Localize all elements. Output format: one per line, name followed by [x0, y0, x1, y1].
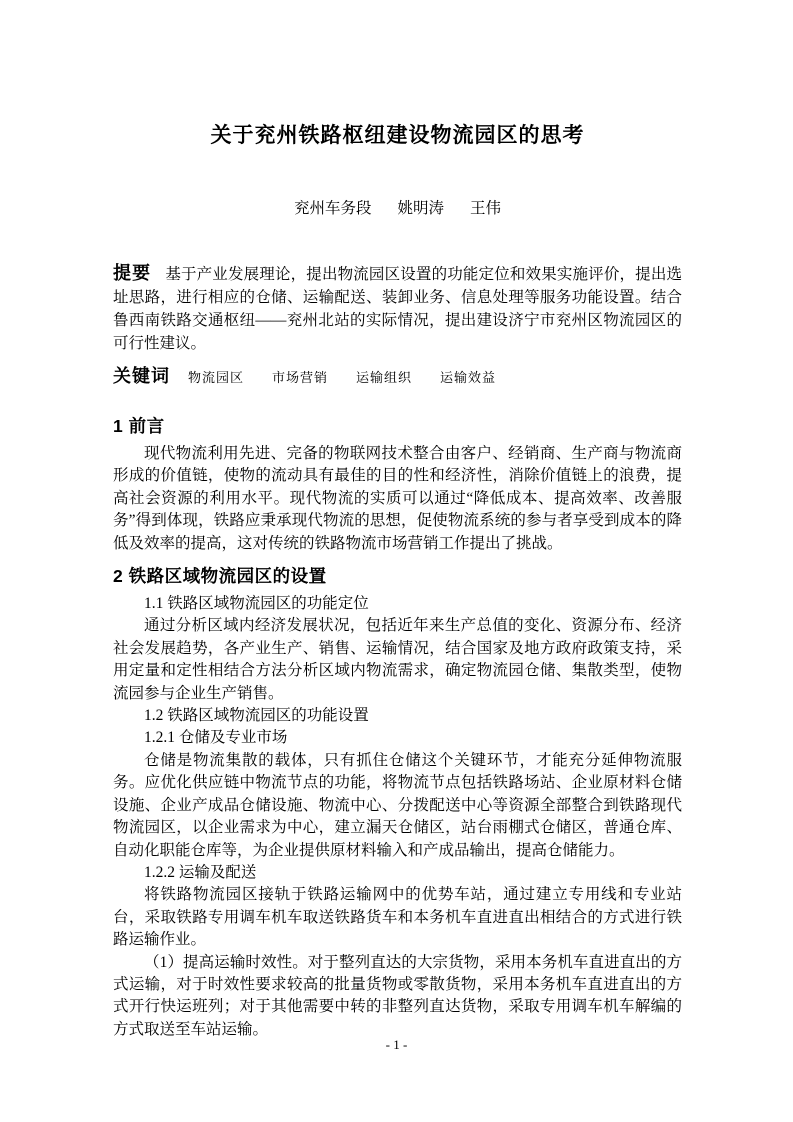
- keywords-line: [113, 364, 682, 390]
- body-paragraph: 现代物流利用先进、完备的物联网技术整合由客户、经销商、生产商与物流商形成的价值链，使物的流动具有最佳的目的性和经济性，消除价值链上的浪费，提高社会资源的利用水平。现代物流的实质可以通过“降低成本、提高效率、改善服务”得到体现，铁路应秉承现代物流的思想，促使物流系统的参与者享受到成本的降低及效率的提高，这对传统的铁路物流市场营销工作提出了挑战。: [113, 445, 682, 552]
- keyword-item: 运输效益: [440, 370, 497, 385]
- page-title: 关于兖州铁路枢纽建设物流园区的思考: [210, 123, 585, 147]
- section-heading-1: 1 前言: [113, 416, 165, 436]
- keyword-item: 市场营销: [272, 370, 329, 385]
- body-paragraph: 将铁路物流园区接轨于铁路运输网中的优势车站，通过建立专用线和专业站台，采取铁路专用调车机车取送铁路货车和本务机车直进直出相结合的方式进行铁路运输作业。: [113, 886, 682, 949]
- author-affiliation: 兖州车务段: [293, 200, 372, 217]
- author-name-2: 王伟: [470, 200, 502, 217]
- abstract-text: 基于产业发展理论，提出物流园区设置的功能定位和效果实施评价，提出选址思路，进行相应的仓储、运输配送、装卸业务、信息处理等服务功能设置。结合鲁西南铁路交通枢纽——兖州北站的实际情况，提出建设济宁市兖州区物流园区的可行性建议。: [113, 266, 682, 352]
- subsection-heading-1-2-2: 1.2.2 运输及配送: [144, 863, 257, 881]
- body-paragraph: （1）提高运输时效性。对于整列直达的大宗货物，采用本务机车直进直出的方式运输，对于时效性要求较高的批量货物或零散货物，采用本务机车直进直出的方式开行快运班列；对于其他需要中转的非整列直达货物，采取专用调车机车解编的方式取送至车站运输。: [113, 953, 682, 1038]
- page-number: - 1 -: [385, 1037, 408, 1052]
- subsection-heading-1-2: 1.2 铁路区域物流园区的功能设置: [144, 707, 369, 725]
- keyword-item: 物流园区: [188, 370, 245, 385]
- body-paragraph: 仓储是物流集散的载体，只有抓住仓储这个关键环节，才能充分延伸物流服务。应优化供应链中物流节点的功能，将物流节点包括铁路场站、企业原材料仓储设施、企业产成品仓储设施、物流中心、分拨配送中心等资源全部整合到铁路现代物流园区，以企业需求为中心，建立漏天仓储区，站台雨棚式仓储区，普通仓库、自动化职能仓库等，为企业提供原材料输入和产成品输出，提高仓储能力。: [113, 751, 682, 859]
- abstract-paragraph: [113, 262, 682, 355]
- authors-line: [113, 198, 682, 220]
- keyword-item: 运输组织: [356, 370, 413, 385]
- keywords-label: 关键词: [113, 366, 170, 386]
- subsection-heading-1-1: 1.1 铁路区域物流园区的功能定位: [144, 595, 369, 613]
- section-heading-2: 2 铁路区域物流园区的设置: [113, 566, 327, 587]
- abstract-label: 提要: [113, 263, 152, 283]
- author-name-1: 姚明涛: [397, 200, 444, 217]
- subsection-heading-1-2-1: 1.2.1 仓储及专业市场: [144, 729, 288, 747]
- body-paragraph: 通过分析区域内经济发展状况，包括近年来生产总值的变化、资源分布、经济社会发展趋势，各产业生产、销售、运输情况，结合国家及地方政府政策支持，采用定量和定性相结合方法分析区域内物流需求，确定物流园仓储、集散类型，使物流园参与企业生产销售。: [113, 617, 682, 702]
